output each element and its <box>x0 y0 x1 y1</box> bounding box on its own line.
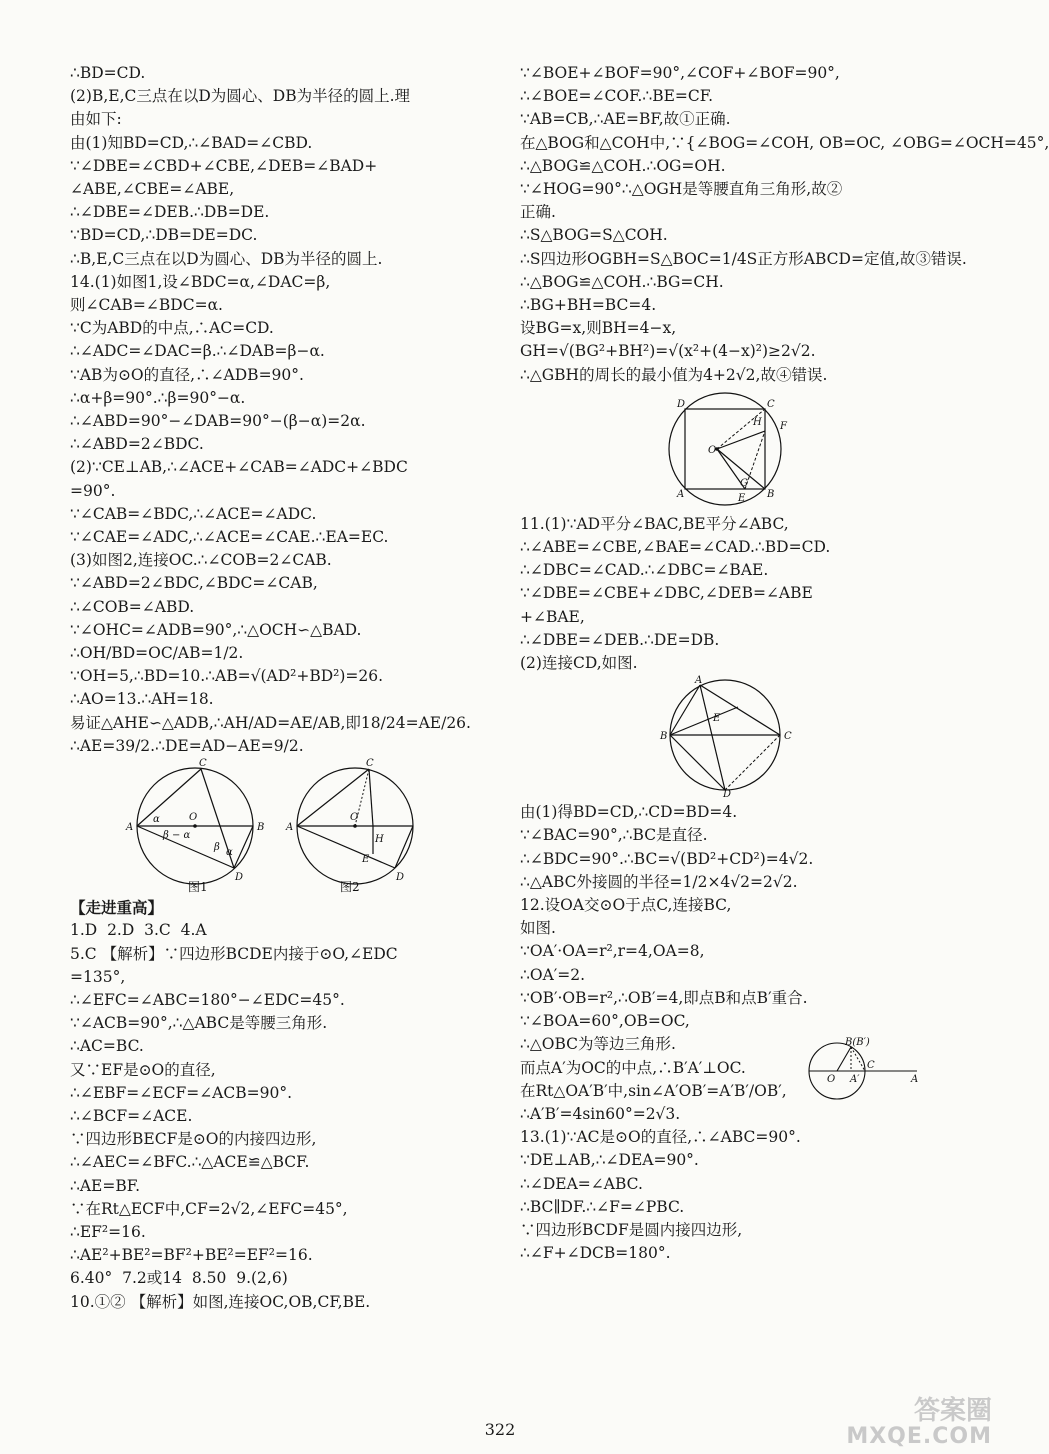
text-line: 5.C 【解析】∵四边形BCDE内接于⊙O,∠EDC <box>70 944 398 963</box>
text-line: ∴OA′=2. <box>520 965 586 984</box>
text-line: ∵四边形BECF是⊙O的内接四边形, <box>70 1130 317 1149</box>
text-line: ∴∠DBC=∠CAD.∴∠DBC=∠BAE. <box>520 561 769 580</box>
svg-text:E: E <box>713 713 721 725</box>
watermark-line1: 答案圈 <box>913 1396 992 1426</box>
text-line: ∵AB=CB,∴AE=BF,故①正确. <box>520 110 731 129</box>
text-line: ∴∠AEC=∠BFC.∴△ACE≌△BCF. <box>70 1153 310 1172</box>
svg-text:β − α: β − α <box>163 830 191 842</box>
text-line: GH=√(BG²+BH²)=√(x²+(4−x)²)≥2√2. <box>520 342 816 361</box>
watermark-logo <box>846 1398 992 1450</box>
text-line: ∵BD=CD,∴DB=DE=DC. <box>70 226 258 245</box>
text-line: 则∠CAB=∠BDC=α. <box>70 296 223 315</box>
svg-text:O: O <box>350 812 359 824</box>
svg-text:D: D <box>396 872 405 884</box>
text-line: ∴△GBH的周长的最小值为4+2√2,故④错误. <box>520 365 828 384</box>
svg-text:C: C <box>867 1060 875 1071</box>
text-line: (3)如图2,连接OC.∴∠COB=2∠CAB. <box>70 551 332 570</box>
text-line: ∴∠BOE=∠COF.∴BE=CF. <box>520 87 714 106</box>
text-line: ∴AE=39/2.∴DE=AD−AE=9/2. <box>70 736 304 755</box>
text-line: ∴∠COB=∠ABD. <box>70 597 195 616</box>
text-line: ∴∠DEA=∠ABC. <box>520 1174 643 1193</box>
section-title: 【走进重高】 <box>70 898 164 918</box>
svg-text:A: A <box>286 822 294 834</box>
svg-text:E: E <box>362 854 370 866</box>
svg-text:E: E <box>738 492 746 504</box>
text-line: ∠ABE,∠CBE=∠ABE, <box>70 180 235 199</box>
text-line: ∵OA′·OA=r²,r=4,OA=8, <box>520 942 705 961</box>
svg-text:B: B <box>767 488 775 500</box>
svg-text:F: F <box>780 420 787 432</box>
text-line: ∵∠BOE+∠BOF=90°,∠COF+∠BOF=90°, <box>520 64 840 82</box>
text-line: 又∵EF是⊙O的直径, <box>70 1060 216 1079</box>
svg-text:C: C <box>199 758 207 770</box>
text-line: (2)B,E,C三点在以D为圆心、DB为半径的圆上.理 <box>70 87 411 106</box>
svg-text:A: A <box>126 822 134 834</box>
text-line: ∵∠DBE=∠CBD+∠CBE,∠DEB=∠BAD+ <box>70 156 378 175</box>
text-line: 10.①② 【解析】如图,连接OC,OB,CF,BE. <box>70 1292 371 1311</box>
text-line: ∵∠CAE=∠ADC,∴∠ACE=∠CAE.∴EA=EC. <box>70 528 389 547</box>
text-line: 在△BOG和△COH中,∵{∠BOG=∠COH, OB=OC, ∠OBG=∠OCH=45°, <box>520 133 1049 152</box>
text-line: 13.(1)∵AC是⊙O的直径,∴∠ABC=90°. <box>520 1128 801 1147</box>
svg-text:β: β <box>214 842 220 854</box>
text-line: ∴△BOG≌△COH.∴OG=OH. <box>520 156 726 175</box>
text-line: ∴∠ABD=2∠BDC. <box>70 435 204 454</box>
text-line: ∴OH/BD=OC/AB=1/2. <box>70 644 244 663</box>
figure-2-diagram <box>285 758 413 894</box>
svg-text:A′: A′ <box>850 1074 860 1085</box>
text-line: =135°, <box>70 967 126 986</box>
text-line: 12.设OA交⊙O于点C,连接BC, <box>520 896 732 915</box>
svg-text:O: O <box>827 1074 836 1085</box>
text-line: 由如下: <box>70 110 122 129</box>
text-line: 1.D 2.D 3.C 4.A <box>70 921 207 940</box>
text-line: ∴AE=BF. <box>70 1176 141 1195</box>
text-line: ∵OH=5,∴BD=10.∴AB=√(AD²+BD²)=26. <box>70 667 384 686</box>
svg-text:B(B′): B(B′) <box>845 1037 870 1048</box>
text-line: ∵OB′·OB=r²,∴OB′=4,即点B和点B′重合. <box>520 988 808 1007</box>
text-line: ∵AB为⊙O的直径,∴∠ADB=90°. <box>70 365 304 384</box>
text-line: 由(1)得BD=CD,∴CD=BD=4. <box>520 803 738 822</box>
text-line: ∴△BOG≌△COH.∴BG=CH. <box>520 272 724 291</box>
svg-text:H: H <box>753 416 762 428</box>
text-line: ∵∠OHC=∠ADB=90°,∴△OCH∽△BAD. <box>70 620 362 639</box>
text-line: ∵DE⊥AB,∴∠DEA=90°. <box>520 1151 699 1170</box>
text-line: ∴∠BDC=90°.∴BC=√(BD²+CD²)=4√2. <box>520 849 814 868</box>
text-line: ∴∠DBE=∠DEB.∴DB=DE. <box>70 203 270 222</box>
left-text-block-a <box>70 62 490 758</box>
quadrilateral-diagram <box>520 675 940 801</box>
text-line: 11.(1)∵AD平分∠BAC,BE平分∠ABC, <box>520 514 789 533</box>
text-line: ∴∠BCF=∠ACE. <box>70 1106 193 1125</box>
text-line: ∴B,E,C三点在以D为圆心、DB为半径的圆上. <box>70 249 383 268</box>
text-line: ∴AC=BC. <box>70 1037 144 1056</box>
text-line: ∴△ABC外接圆的半径=1/2×4√2=2√2. <box>520 872 798 891</box>
svg-text:D: D <box>723 789 732 801</box>
text-line: ∴S△BOG=S△COH. <box>520 226 668 245</box>
right-text-block-c <box>520 801 940 1265</box>
text-line: +∠BAE, <box>520 607 585 626</box>
text-line: ∴S四边形OGBH=S△BOC=1/4S正方形ABCD=定值,故③错误. <box>520 249 967 268</box>
text-line: ∴∠F+∠DCB=180°. <box>520 1244 671 1263</box>
text-line: ∴∠ADC=∠DAC=β.∴∠DAB=β−α. <box>70 342 325 361</box>
text-line: ∴∠ABD=90°−∠DAB=90°−(β−α)=2α. <box>70 412 366 431</box>
text-line: ∴∠DBE=∠DEB.∴DE=DB. <box>520 630 720 649</box>
right-text-block-a <box>520 62 1049 387</box>
text-line: ∴EF²=16. <box>70 1222 146 1241</box>
text-line: ∴AO=13.∴AH=18. <box>70 690 214 709</box>
svg-text:α: α <box>153 814 160 826</box>
text-line: ∵∠BOA=60°,OB=OC, <box>520 1012 690 1031</box>
svg-text:D: D <box>235 872 244 884</box>
svg-text:C: C <box>767 398 775 410</box>
text-line: 14.(1)如图1,设∠BDC=α,∠DAC=β, <box>70 272 331 291</box>
square-circle-diagram <box>520 389 940 509</box>
text-line: ∵四边形BCDF是圆内接四边形, <box>520 1220 743 1239</box>
text-line: ∴AE²+BE²=BF²+BE²=EF²=16. <box>70 1246 313 1265</box>
svg-text:B: B <box>257 822 265 834</box>
text-line: (2)∵CE⊥AB,∴∠ACE+∠CAB=∠ADC+∠BDC <box>70 458 408 477</box>
text-line: ∴BD=CD. <box>70 64 146 82</box>
text-line: ∴α+β=90°.∴β=90°−α. <box>70 388 246 407</box>
text-line: ∴A′B′=4sin60°=2√3. <box>520 1104 681 1123</box>
svg-text:α: α <box>226 847 233 859</box>
figure-1-diagram <box>125 758 264 894</box>
text-line: ∴∠ABE=∠CBE,∠BAE=∠CAD.∴BD=CD. <box>520 538 831 557</box>
svg-text:B: B <box>660 731 668 743</box>
svg-text:C: C <box>366 758 374 770</box>
text-line: ∵∠DBE=∠CBE+∠DBC,∠DEB=∠ABE <box>520 584 813 603</box>
text-line: ∴BC∥DF.∴∠F=∠PBC. <box>520 1197 685 1216</box>
svg-text:A: A <box>677 488 685 500</box>
text-line: ∴BG+BH=BC=4. <box>520 296 657 315</box>
figure-1-caption: 图1 <box>188 880 208 895</box>
text-line: 设BG=x,则BH=4−x, <box>520 319 677 338</box>
text-line: ∵∠BAC=90°,∴BC是直径. <box>520 826 708 845</box>
text-line: ∴∠EBF=∠ECF=∠ACB=90°. <box>70 1083 293 1102</box>
svg-text:A: A <box>695 675 703 687</box>
svg-text:O: O <box>189 812 198 824</box>
text-line: ∵∠CAB=∠BDC,∴∠ACE=∠ADC. <box>70 504 317 523</box>
text-line: 易证△AHE∽△ADB,∴AH/AD=AE/AB,即18/24=AE/26. <box>70 713 471 732</box>
svg-text:D: D <box>677 398 686 410</box>
figure-2-caption: 图2 <box>340 880 360 895</box>
svg-text:H: H <box>375 834 384 846</box>
text-line: 如图. <box>520 919 556 938</box>
text-line: ∵∠ACB=90°,∴△ABC是等腰三角形. <box>70 1014 328 1033</box>
text-line: 由(1)知BD=CD,∴∠BAD=∠CBD. <box>70 133 313 152</box>
right-text-block-b <box>520 513 940 675</box>
text-line: ∴∠EFC=∠ABC=180°−∠EDC=45°. <box>70 990 345 1009</box>
text-line: =90°. <box>70 481 116 500</box>
figures-1-2 <box>70 758 405 895</box>
text-line: 而点A′为OC的中点,∴B′A′⊥OC. <box>520 1058 746 1077</box>
text-line: 6.40° 7.2或14 8.50 9.(2,6) <box>70 1269 288 1288</box>
text-line: (2)连接CD,如图. <box>520 654 638 673</box>
watermark-line2: MXQE.COM <box>846 1424 992 1449</box>
text-line: ∵∠HOG=90°∴△OGH是等腰直角三角形,故② <box>520 180 843 199</box>
text-line: 正确. <box>520 203 556 222</box>
text-line: ∵∠ABD=2∠BDC,∠BDC=∠CAB, <box>70 574 318 593</box>
circle-inversion-diagram <box>805 1037 925 1099</box>
left-text-block-b <box>70 919 490 1313</box>
svg-text:O: O <box>708 444 717 456</box>
svg-text:G: G <box>740 477 748 489</box>
page-number: 322 <box>484 1420 516 1439</box>
text-line: ∴△OBC为等边三角形. <box>520 1035 676 1054</box>
text-line: ∵在Rt△ECF中,CF=2√2,∠EFC=45°, <box>70 1199 348 1218</box>
left-column <box>70 62 490 1314</box>
svg-text:C: C <box>784 731 792 743</box>
svg-text:A: A <box>911 1074 919 1085</box>
text-line: ∵C为ABD的中点,∴AC=CD. <box>70 319 274 338</box>
text-line: 在Rt△OA′B′中,sin∠A′OB′=A′B′/OB′, <box>520 1081 787 1100</box>
right-column <box>520 62 1049 1265</box>
